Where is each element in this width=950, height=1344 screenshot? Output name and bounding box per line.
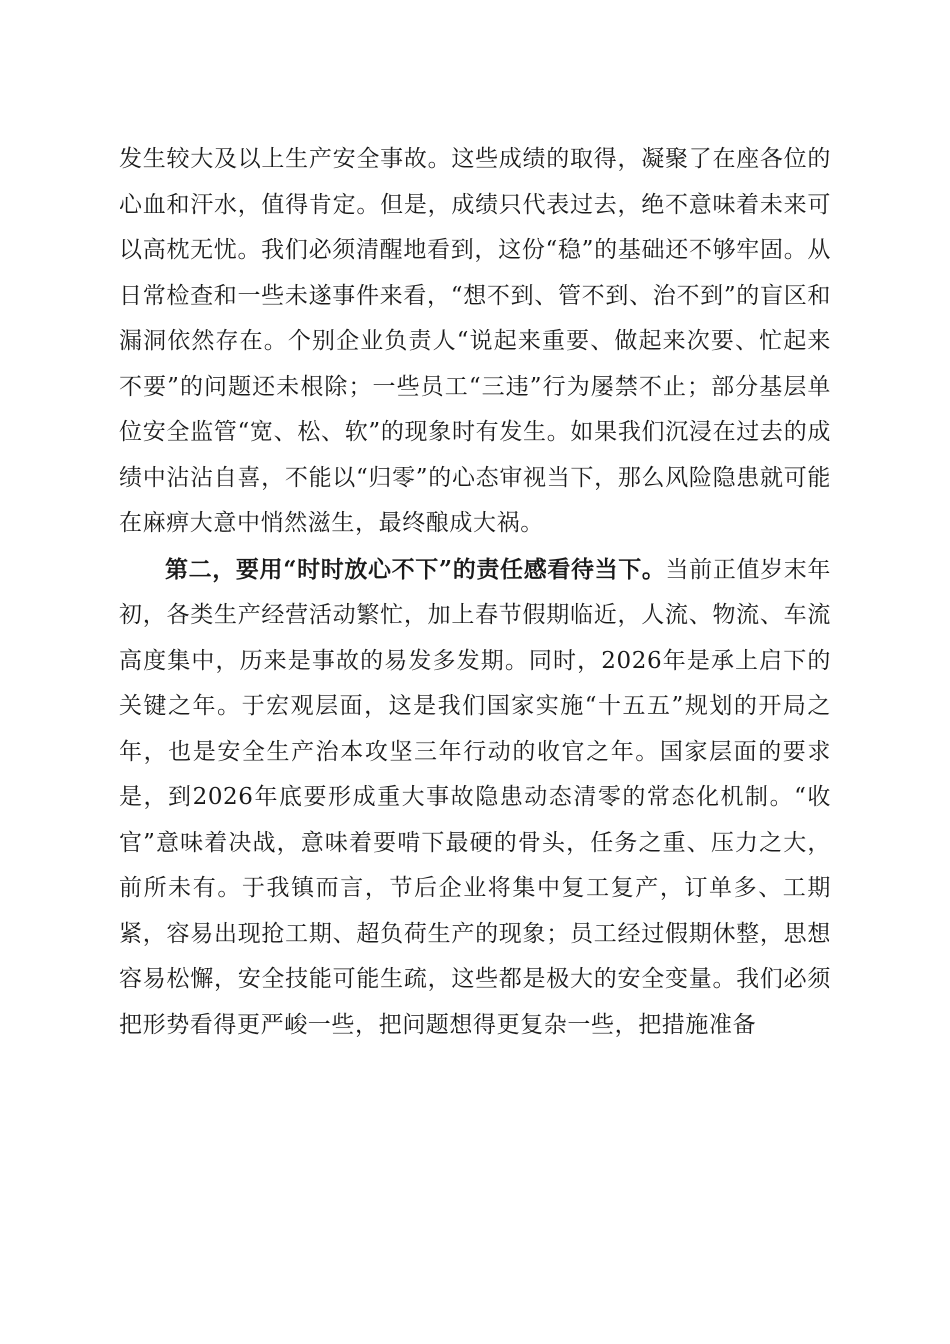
paragraph-1: 发生较大及以上生产安全事故。这些成绩的取得，凝聚了在座各位的心血和汗水，值得肯定。但是，成绩只代表过去，绝不意味着未来可以高枕无忧。我们必须清醒地看到，这份“稳”的基础还不够牢固。从日常检查和一些未遂事件来看，“想不到、管不到、治不到”的盲区和漏洞依然存在。个别企业负责人“说起来重要、做起来次要、忙起来不要”的问题还未根除；一些员工“三违”行为屡禁不止；部分基层单位安全监管“宽、松、软”的现象时有发生。如果我们沉浸在过去的成绩中沾沾自喜，不能以“归零”的心态审视当下，那么风险隐患就可能在麻痹大意中悄然滋生，最终酿成大祸。 bbox=[119, 146, 831, 536]
paragraph-2-lead-sentence: 第二，要用“时时放心不下”的责任感看待当下。 bbox=[165, 555, 666, 583]
paragraph-2 bbox=[119, 547, 831, 1049]
paragraph-2-body: 当前正值岁末年初，各类生产经营活动繁忙，加上春节假期临近，人流、物流、车流高度集中，历来是事故的易发多发期。同时，2026年是承上启下的关键之年。于宏观层面，这是我们国家实施“十五五”规划的开局之年，也是安全生产治本攻坚三年行动的收官之年。国家层面的要求是，到2026年底要形成重大事故隐患动态清零的常态化机制。“收官”意味着决战，意味着要啃下最硬的骨头，任务之重、压力之大，前所未有。于我镇而言，节后企业将集中复工复产，订单多、工期紧，容易出现抢工期、超负荷生产的现象；员工经过假期休整，思想容易松懈，安全技能可能生疏，这些都是极大的安全变量。我们必须把形势看得更严峻一些，把问题想得更复杂一些，把措施准备 bbox=[119, 556, 831, 1038]
document-body bbox=[119, 137, 831, 1048]
